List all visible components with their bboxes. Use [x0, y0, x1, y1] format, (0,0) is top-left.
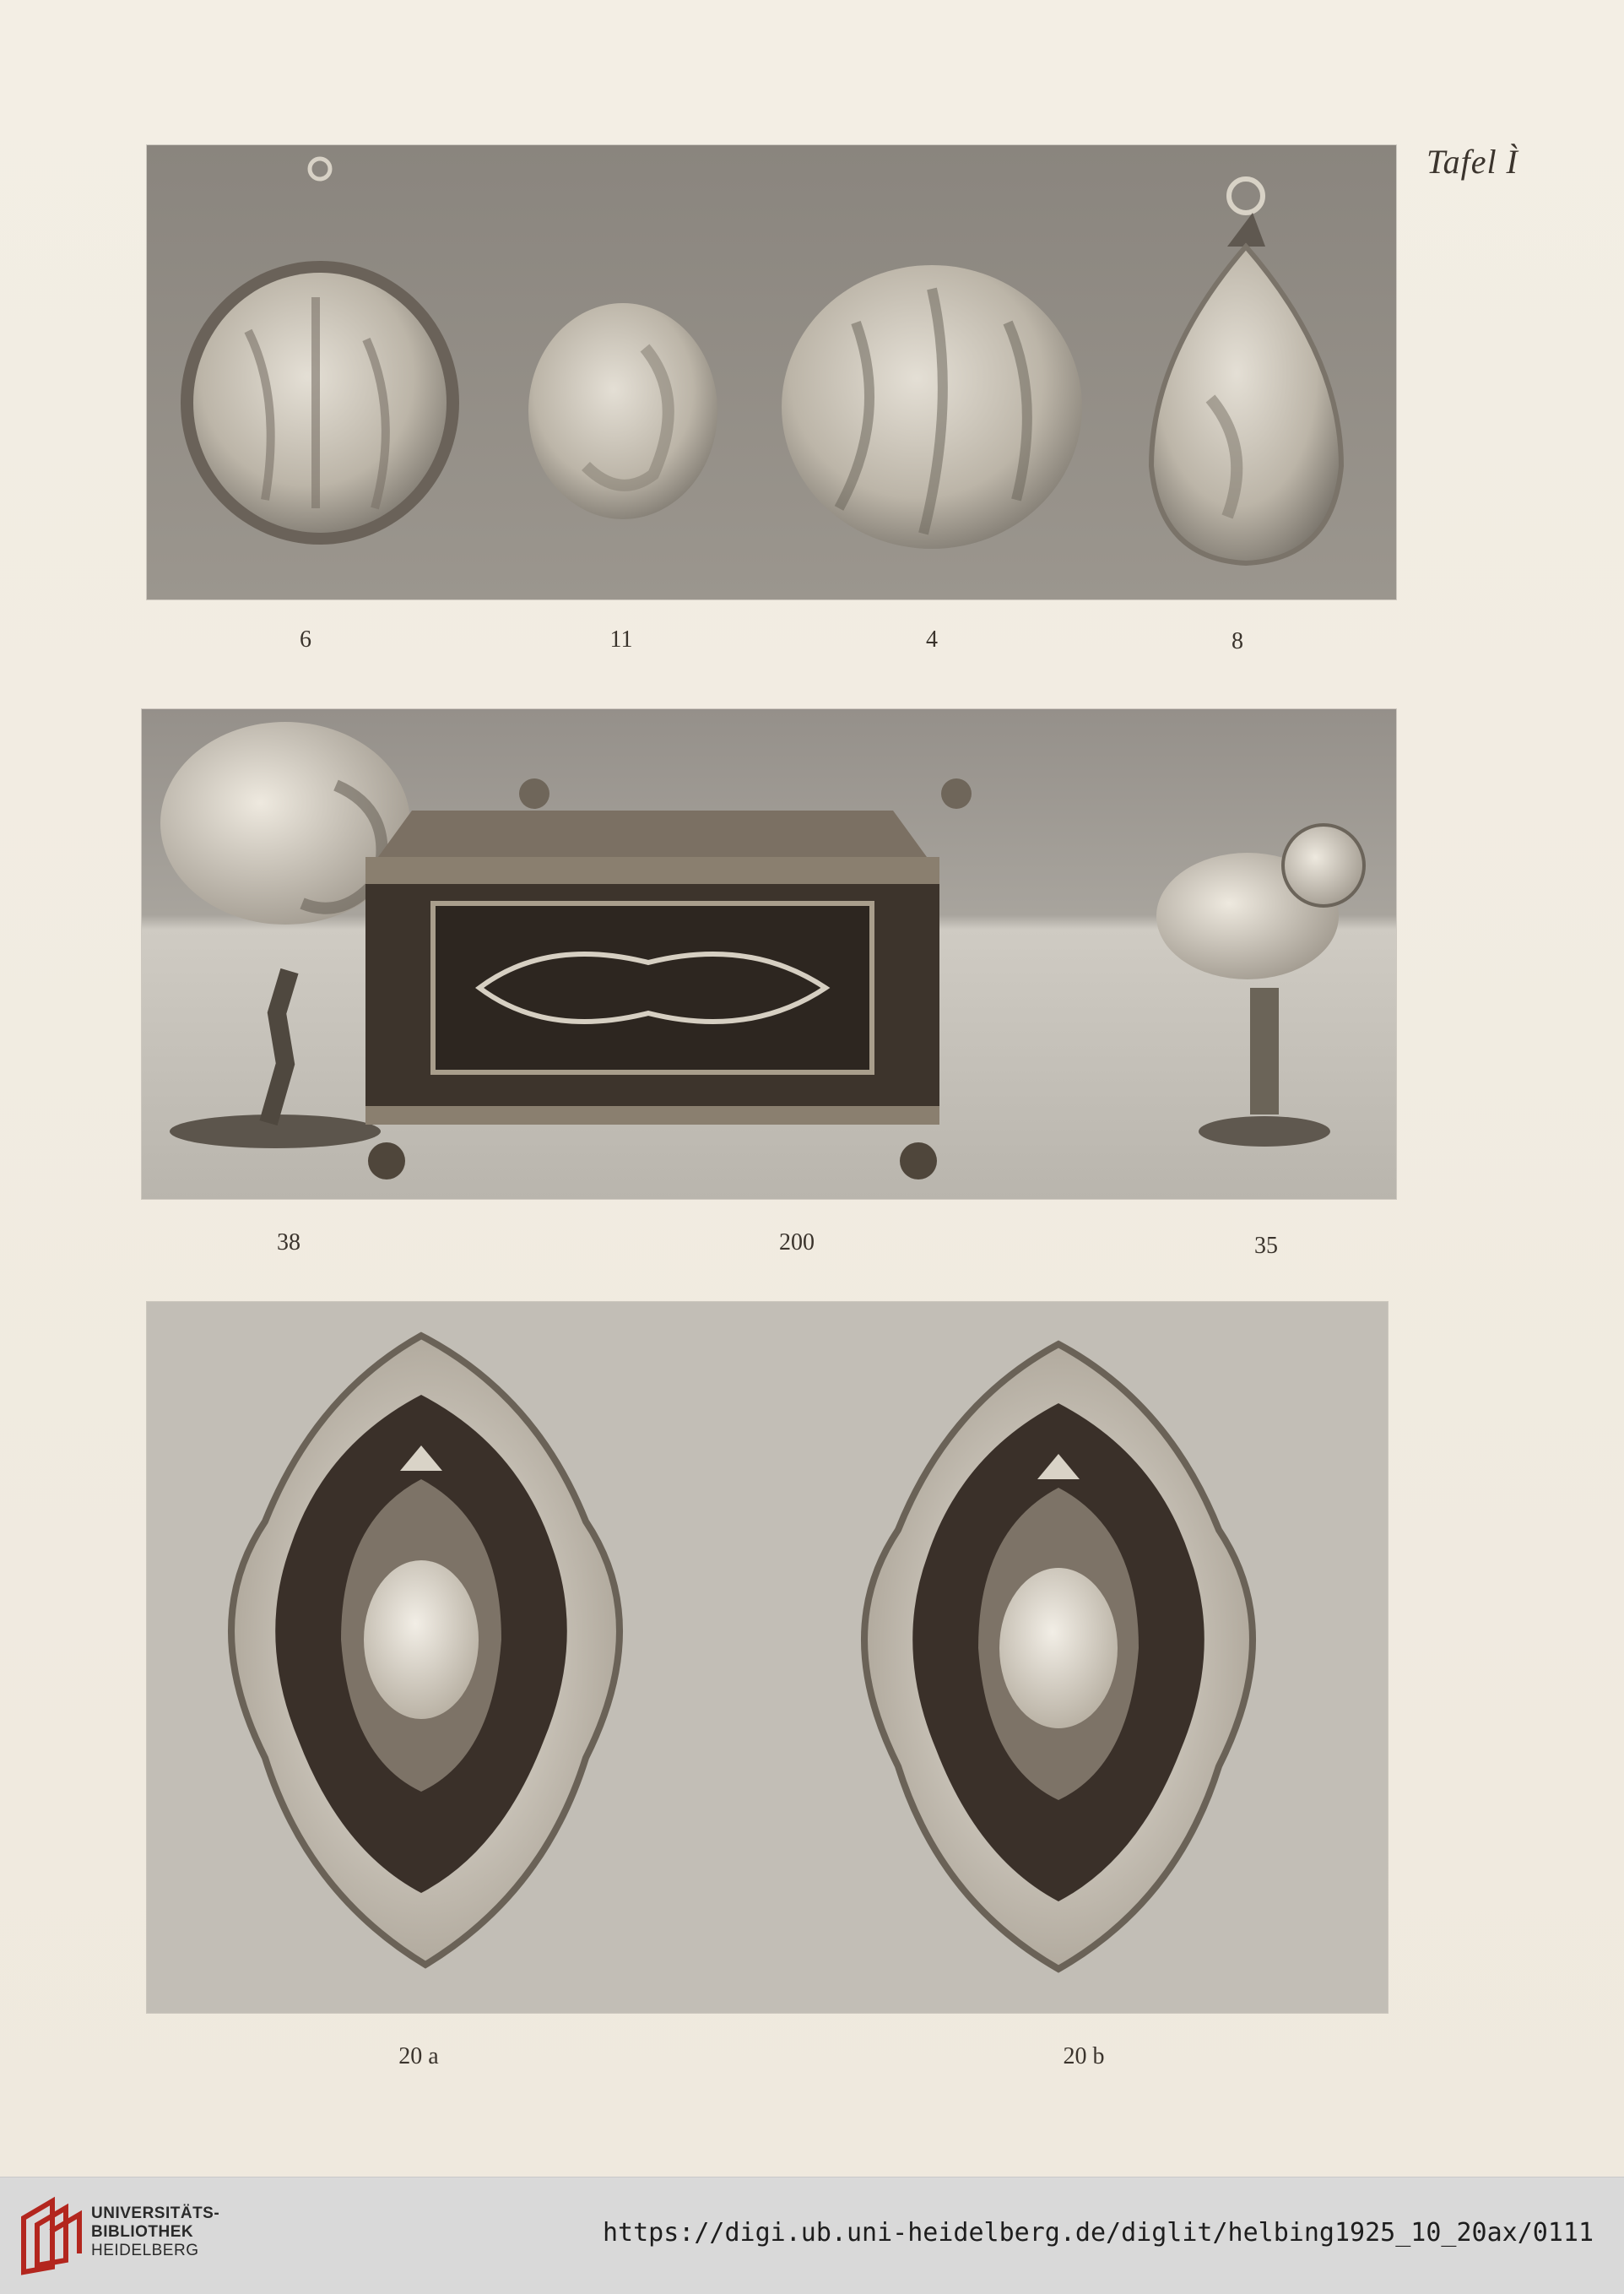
casket-200-image	[365, 778, 972, 1180]
photo-shell-medallions	[147, 145, 1396, 599]
library-name-line1: UNIVERSITÄTS-	[91, 2205, 220, 2222]
medallion-11-image	[528, 303, 717, 519]
caption-4: 4	[926, 626, 938, 653]
photo-framed-cameos	[147, 1302, 1388, 2013]
caption-8: 8	[1232, 628, 1243, 654]
caption-38: 38	[277, 1229, 300, 1255]
caption-35: 35	[1254, 1233, 1278, 1259]
photo-nautilus-cups-casket	[142, 709, 1396, 1199]
plate-title: Tafel Ì	[1426, 143, 1518, 181]
library-logo-icon[interactable]	[19, 2194, 84, 2277]
caption-11: 11	[609, 626, 633, 653]
caption-20a: 20 a	[398, 2043, 439, 2069]
footer-bar	[0, 2177, 1624, 2294]
library-name-line2: BIBLIOTHEK	[91, 2223, 194, 2241]
permalink-url[interactable]: https://digi.ub.uni-heidelberg.de/diglit/helbing1925_10_20ax/0111	[603, 2218, 1594, 2248]
caption-6: 6	[300, 626, 311, 653]
medallion-4-image	[782, 265, 1082, 549]
caption-20b: 20 b	[1063, 2043, 1105, 2069]
library-name[interactable]	[91, 2205, 219, 2260]
caption-200: 200	[779, 1229, 815, 1255]
library-name-line3: HEIDELBERG	[91, 2242, 199, 2259]
